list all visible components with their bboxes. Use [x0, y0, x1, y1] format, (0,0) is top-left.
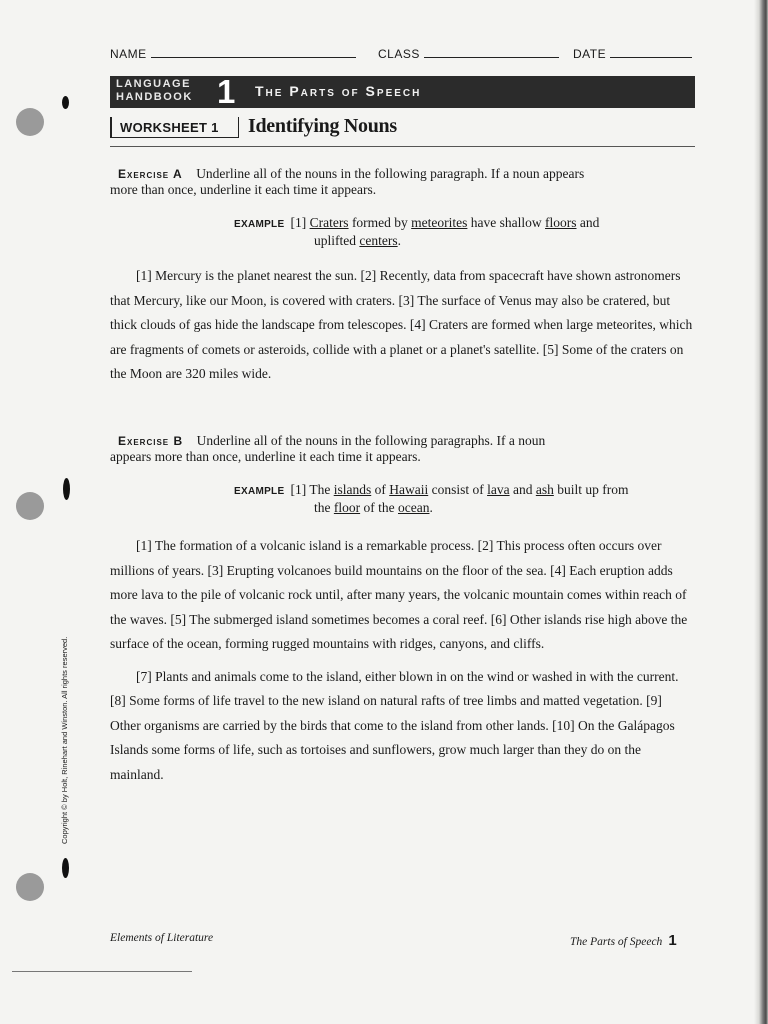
example-text: [1] — [290, 215, 310, 230]
name-line[interactable] — [151, 47, 356, 58]
date-field[interactable] — [573, 47, 692, 61]
worksheet-label: WORKSHEET 1 — [120, 120, 219, 135]
paragraph-text[interactable]: [1] Mercury is the planet nearest the sun. [2] Recently, data from spacecraft have shown astronomers that Mercury, like our Moon, is covered with craters. [3] The surface of Venus may also be cratered, but thick clouds of gas hide the landscape from telescopes. [4] Craters are formed when large meteorites, which are fragments of comets or asteroids, collide with a planet or a planet's satellite. [5] Some of the craters on the Moon are 320 miles wide. — [110, 268, 693, 381]
footer-right — [570, 932, 677, 949]
footer-left: Elements of Literature — [110, 932, 214, 944]
banner-title: The Parts of Speech — [255, 83, 422, 99]
underlined-noun: ash — [535, 482, 554, 497]
underlined-noun: Craters — [309, 215, 349, 230]
class-label: CLASS — [378, 47, 420, 61]
ink-smudge — [62, 858, 69, 878]
ink-smudge — [62, 96, 69, 109]
class-line[interactable] — [424, 47, 559, 58]
page-number: 1 — [668, 932, 677, 949]
example-text: formed by — [348, 215, 412, 230]
underlined-noun: Hawaii — [389, 482, 429, 497]
exercise-a-example — [234, 215, 599, 249]
class-field[interactable] — [378, 47, 559, 61]
exercise-b-instructions — [110, 433, 700, 465]
worksheet-title: Identifying Nouns — [248, 115, 397, 137]
exercise-b-instr-line1: Underline all of the nouns in the following paragraphs. If a noun — [196, 433, 546, 448]
underlined-noun: floor — [333, 500, 361, 515]
example-text: . — [397, 233, 401, 248]
underlined-noun: ocean — [398, 500, 430, 515]
scan-rule — [12, 971, 192, 972]
example-tag: EXAMPLE — [234, 219, 285, 230]
copyright-notice: Copyright © by Holt, Rinehart and Winston. All rights reserved. — [60, 636, 69, 844]
scan-edge — [754, 0, 768, 1024]
exercise-a-paragraph[interactable] — [110, 264, 695, 387]
example-text: of — [371, 482, 390, 497]
example-text: built up from — [553, 482, 629, 497]
punch-hole-middle — [16, 492, 44, 520]
handbook-line2: HANDBOOK — [116, 91, 193, 103]
handbook-line1: LANGUAGE — [116, 78, 191, 90]
name-field[interactable] — [110, 47, 356, 61]
underlined-noun: centers — [359, 233, 398, 248]
example-text: uplifted — [314, 233, 360, 248]
example-text: consist of — [428, 482, 488, 497]
paragraph-text[interactable]: [1] The formation of a volcanic island is a remarkable process. [2] This process often occurs over millions of years. [3] Erupting volcanoes build mountains on the floor of the sea. [4] Each eruption adds more lava to the pile of volcanic rock until, after many years, the volcanic mountain comes within reach of the waves. [5] The submerged island sometimes becomes a coral reef. [6] Other islands rise high above the surface of the ocean, forming rugged mountains with ridges, canyons, and cliffs. — [110, 538, 688, 651]
exercise-b-label: Exercise B — [118, 434, 184, 448]
handbook-label — [116, 78, 193, 104]
exercise-a-label: Exercise A — [118, 167, 183, 181]
example-text: and — [509, 482, 536, 497]
example-text: of the — [360, 500, 398, 515]
underlined-noun: meteorites — [411, 215, 468, 230]
exercise-a-instr-line1: Underline all of the nouns in the following paragraph. If a noun appears — [196, 166, 585, 181]
underlined-noun: floors — [545, 215, 577, 230]
underlined-noun: islands — [333, 482, 372, 497]
footer-section: The Parts of Speech — [570, 936, 663, 948]
exercise-b-instr-line2: appears more than once, underline it each time it appears. — [110, 449, 421, 464]
date-line[interactable] — [610, 47, 692, 58]
example-text: the — [314, 500, 334, 515]
example-text: [1] The — [290, 482, 334, 497]
date-label: DATE — [573, 47, 607, 61]
paragraph-text[interactable]: [7] Plants and animals come to the island, either blown in on the wind or washed in with the current. [8] Some forms of life travel to the new island on natural rafts of tree limbs and matted vegetation. [9] Other organisms are carried by the birds that come to the island from other lands. [10] On the Galápagos Islands some forms of life, such as tortoises and sunflowers, grow much larger than they do on the mainland. — [110, 668, 679, 782]
exercise-b-example — [234, 482, 628, 516]
punch-hole-bottom — [16, 873, 44, 901]
exercise-a-instructions — [110, 166, 700, 198]
ink-smudge — [63, 478, 70, 500]
punch-hole-top — [16, 108, 44, 136]
example-tag: EXAMPLE — [234, 486, 285, 497]
title-rule — [110, 146, 695, 147]
example-text: and — [576, 215, 600, 230]
exercise-a-instr-line2: more than once, underline it each time it appears. — [110, 182, 377, 197]
example-text: have shallow — [467, 215, 546, 230]
handbook-number: 1 — [217, 73, 236, 110]
exercise-b-paragraphs[interactable] — [110, 534, 695, 787]
name-label: NAME — [110, 47, 147, 61]
example-text: . — [429, 500, 433, 515]
underlined-noun: lava — [487, 482, 510, 497]
